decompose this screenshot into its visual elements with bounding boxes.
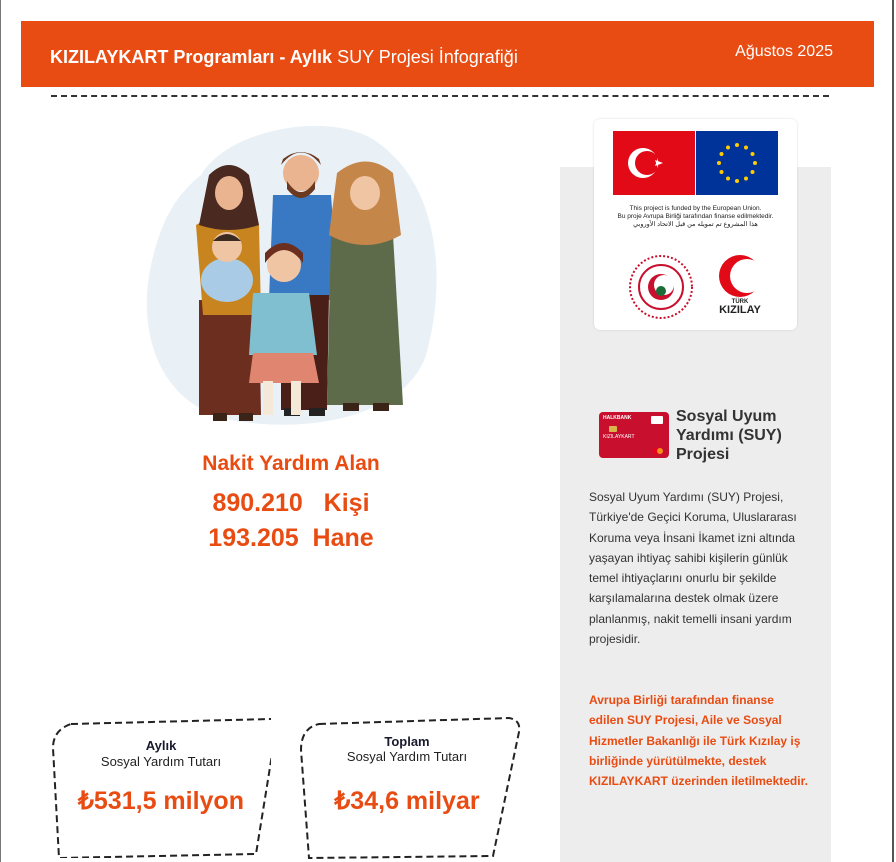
recipients-persons: 890.210 Kişi [212,489,370,517]
eu-funding-text [594,205,797,229]
recipients-households: 193.205 Hane [208,524,374,552]
eu-text-tr: Bu proje Avrupa Birliği tarafından finanse edilmektedir. [617,213,774,220]
family-illustration [141,115,441,430]
header-bar [21,21,874,87]
kizilay-text-line1: TÜRK [731,299,749,305]
eu-funding-note: Avrupa Birliği tarafından finanse edilen SUY Projesi, Aile ve Sosyal Hizmetler Bakanlığı ile Türk Kızılay iş birliğinde yürütülmekte, destek KIZILAYKART üzerinden iletilmektedir. [589,693,808,789]
suy-project-title: Sosyal Uyum Yardımı (SUY) Projesi [676,408,782,463]
monthly-amount-card [51,718,271,858]
dashed-divider [51,95,829,97]
card-bank-name: HALKBANK [603,415,632,421]
total-amount-card [297,716,517,856]
partner-logos-box [594,119,797,330]
kizilaykart-card-image [599,412,669,458]
card-chip-icon [609,426,617,432]
title-light: SUY Projesi İnfografiği [332,47,518,67]
monthly-sublabel: Sosyal Yardım Tutarı [100,754,222,769]
card-flag-icon [651,416,663,424]
eu-flag-icon [696,131,778,195]
suy-description: Sosyal Uyum Yardımı (SUY) Projesi, Türkiye'de Geçici Koruma, Uluslararası Koruma veya İnsani İkamet izni altında yaşayan ihtiyaç sahibi kişilerin günlük temel ihtiyaçlarını onurlu bir şekilde karşılamalarına destek olmak üzere planlanmış, nakit temelli insani yardım projesidir. [589,490,797,647]
ministry-seal-icon [628,254,694,320]
kizilay-logo-text [708,299,772,316]
card-brand-name: KIZILAYKART [603,434,635,440]
title-bold: KIZILAYKART Programları - Aylık [50,47,333,67]
eu-text-en: This project is funded by the European Union. [629,205,762,212]
woman-right-figure [327,162,403,412]
turkey-flag-icon [613,131,695,195]
total-sublabel: Sosyal Yardım Tutarı [346,749,468,764]
total-label: Toplam [384,734,430,749]
monthly-label: Aylık [145,738,177,753]
kizilay-crescent-icon [718,254,762,298]
report-date: Ağustos 2025 [735,43,833,60]
cash-recipients-block [141,452,441,556]
eu-text-ar: هذا المشروع تم تمويله من قبل الاتحاد الأوروبي [633,221,758,228]
total-value: ₺34,6 milyar [334,787,480,815]
cash-recipients-heading: Nakit Yardım Alan [202,452,380,475]
page-title [50,47,518,68]
kizilay-text-line2: KIZILAY [719,304,761,316]
monthly-value: ₺531,5 milyon [78,787,244,815]
